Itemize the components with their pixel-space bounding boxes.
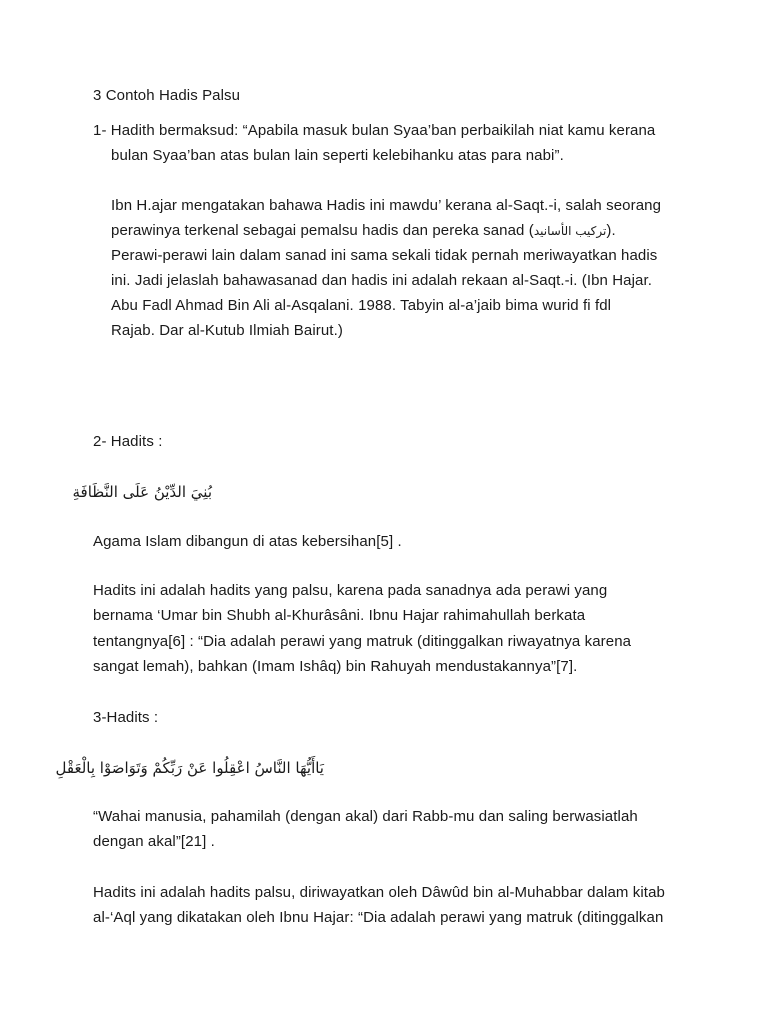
hadith-1-text-line: 1- Hadith bermaksud: “Apabila masuk bulan Syaa’ban perbaikilah niat kamu kerana — [93, 122, 656, 139]
hadith-3-explanation-line: al-‘Aql yang dikatakan oleh Ibnu Hajar: “Dia adalah perawi yang matruk (ditinggalkan — [93, 909, 664, 926]
hadith-2-arabic-text: بُنِيَ الدِّيْنُ عَلَى النَّظَافَةِ — [72, 483, 212, 501]
explanation-text: ). — [606, 222, 616, 239]
hadith-3-translation-line: “Wahai manusia, pahamilah (dengan akal) dari Rabb-mu dan saling berwasiatlah — [93, 808, 638, 825]
hadith-3-explanation-line: Hadits ini adalah hadits palsu, diriwayatkan oleh Dâwûd bin al-Muhabbar dalam kitab — [93, 884, 665, 901]
hadith-2-explanation-line: tentangnya[6] : “Dia adalah perawi yang matruk (ditinggalkan riwayatnya karena — [93, 633, 632, 650]
hadith-2-explanation-line: Hadits ini adalah hadits yang palsu, karena pada sanadnya ada perawi yang — [93, 582, 608, 599]
hadith-2-translation: Agama Islam dibangun di atas kebersihan[5] . — [93, 533, 402, 550]
hadith-3-arabic-text: يَاأَيُّهَا النَّاسُ اعْقِلُوا عَنْ رَبِّكُمْ وَتَوَاصَوْا بِالْعَقْلِ — [55, 759, 324, 777]
hadith-1-explanation-line: Perawi-perawi lain dalam sanad ini sama sekali tidak pernah meriwayatkan hadis — [111, 247, 658, 264]
hadith-2-heading: 2- Hadits : — [93, 433, 163, 450]
hadith-1-explanation-line: ini. Jadi jelaslah bahawasanad dan hadis ini adalah rekaan al-Saqt.-i. (Ibn Hajar. — [111, 272, 653, 289]
explanation-text: perawinya terkenal sebagai pemalsu hadis dan pereka sanad ( — [111, 222, 534, 239]
hadith-1-text-line: bulan Syaa’ban atas bulan lain seperti kelebihanku atas para nabi”. — [111, 147, 564, 164]
arabic-inline-term: تركيب الأسانيد — [533, 224, 607, 238]
document-heading: 3 Contoh Hadis Palsu — [93, 87, 241, 104]
hadith-3-heading: 3-Hadits : — [93, 709, 159, 726]
hadith-2-explanation-line: sangat lemah), bahkan (Imam Ishâq) bin Rahuyah mendustakannya”[7]. — [93, 658, 578, 675]
hadith-3-translation-line: dengan akal”[21] . — [93, 833, 215, 850]
hadith-1-explanation-line: Abu Fadl Ahmad Bin Ali al-Asqalani. 1988. Tabyin al-a’jaib bima wurid fi fdl — [111, 297, 612, 314]
hadith-1-explanation-line — [111, 221, 616, 241]
hadith-1-explanation-line: Ibn H.ajar mengatakan bahawa Hadis ini mawdu’ kerana al-Saqt.-i, salah seorang — [111, 197, 662, 214]
hadith-2-explanation-line: bernama ‘Umar bin Shubh al-Khurâsâni. Ibnu Hajar rahimahullah berkata — [93, 607, 586, 624]
hadith-1-explanation-line: Rajab. Dar al-Kutub Ilmiah Bairut.) — [111, 322, 343, 339]
